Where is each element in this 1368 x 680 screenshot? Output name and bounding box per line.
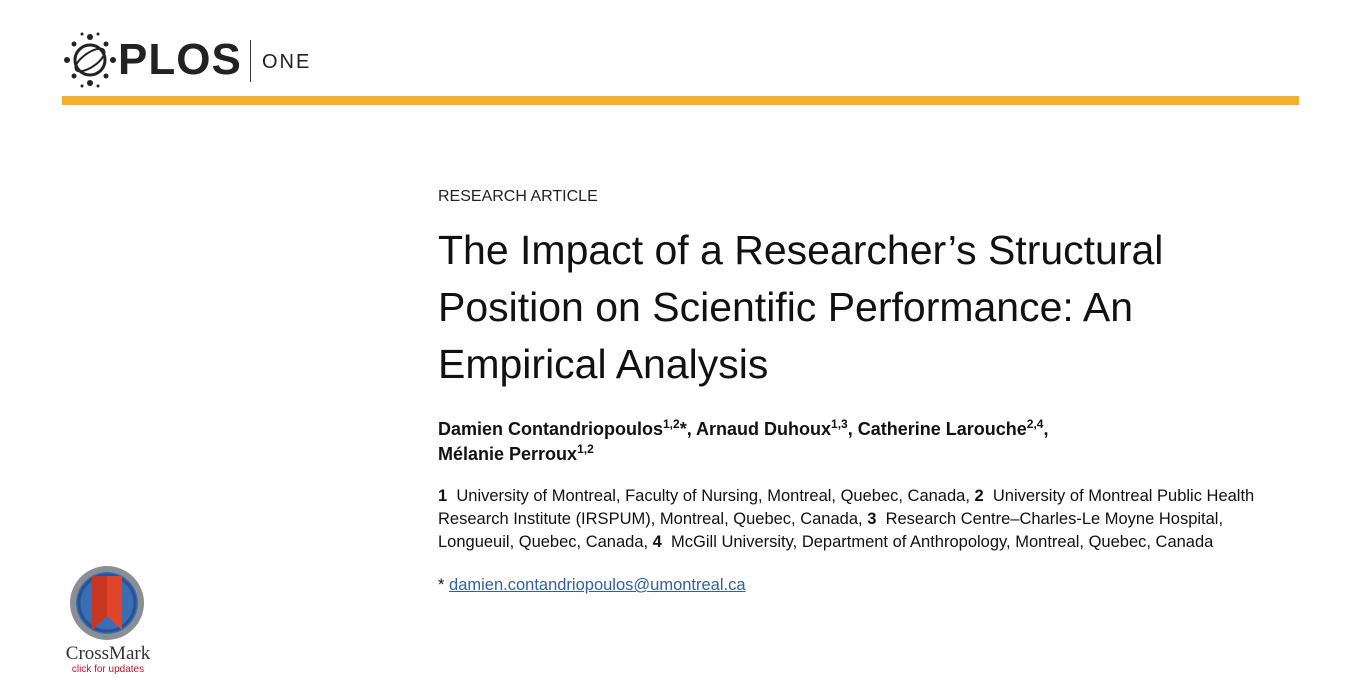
crossmark-icon [68, 564, 146, 642]
affil-text: University of Montreal Public Health Research Institute (IRSPUM), Montreal, Quebec, Canada, [438, 487, 1255, 528]
author-name: Arnaud Duhoux [696, 419, 832, 439]
author-list [438, 417, 1318, 467]
author-affil-sup: 1,3 [831, 417, 848, 431]
corresponding-mark: * [438, 576, 445, 594]
brand-name: PLOS [118, 35, 242, 84]
logo-divider [250, 40, 251, 82]
corresponding-mark: * [679, 419, 687, 439]
author-affil-sup: 1,2 [663, 417, 680, 431]
journal-header [62, 30, 562, 90]
crossmark-subtitle: click for updates [71, 664, 145, 675]
affiliation-list [438, 485, 1298, 554]
affil-text: University of Montreal, Faculty of Nursing, Montreal, Quebec, Canada, [456, 487, 970, 505]
affil-number: 1 [438, 487, 448, 505]
author-separator: , [847, 419, 858, 439]
article-type: RESEARCH ARTICLE [438, 188, 598, 205]
header-rule [62, 96, 1299, 105]
crossmark-badge[interactable] [60, 564, 156, 678]
article-front-matter [438, 186, 1318, 596]
author-separator: , [686, 419, 697, 439]
affil-text: McGill University, Department of Anthropology, Montreal, Quebec, Canada [671, 533, 1214, 551]
article-title: The Impact of a Researcher’s Structural Position on Scientific Performance: An Empirical Analysis [438, 227, 1164, 387]
affil-text: Research Centre–Charles-Le Moyne Hospital, Longueuil, Quebec, Canada, [438, 510, 1224, 551]
author-name: Catherine Larouche [857, 419, 1027, 439]
email-link[interactable]: damien.contandriopoulos@umontreal.ca [449, 576, 746, 594]
journal-name: ONE [262, 51, 312, 73]
author-name: Damien Contandriopoulos [438, 419, 663, 439]
crossmark-label: CrossMark [65, 643, 151, 664]
corresponding-author [438, 574, 1318, 596]
author-name: Mélanie Perroux [438, 444, 578, 464]
affil-number: 3 [867, 510, 877, 528]
author-separator: , [1043, 419, 1049, 439]
affil-number: 2 [974, 487, 984, 505]
author-affil-sup: 1,2 [577, 442, 594, 456]
plos-logo-icon [62, 32, 118, 88]
affil-number: 4 [652, 533, 662, 551]
author-affil-sup: 2,4 [1026, 417, 1044, 431]
